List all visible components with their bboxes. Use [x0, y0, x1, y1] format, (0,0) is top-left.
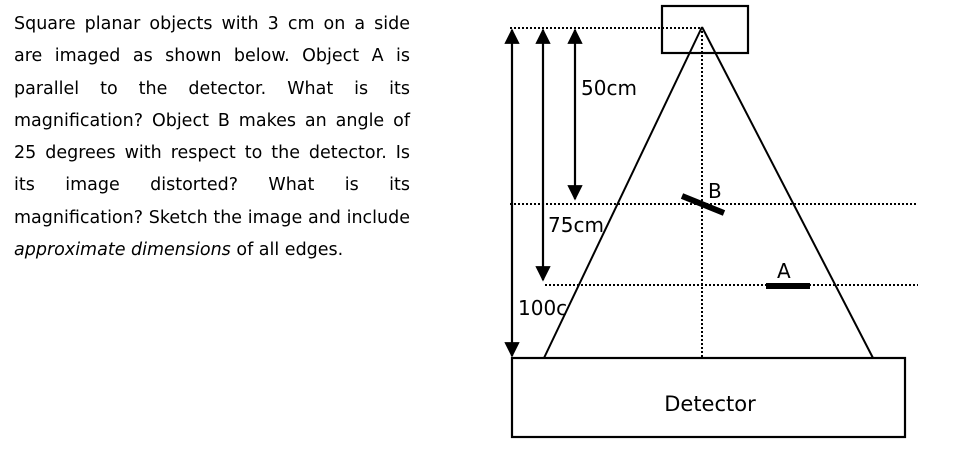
- detector-label: Detector: [664, 392, 756, 416]
- question-emphasis: approximate dimensions: [14, 240, 231, 261]
- x-ray-source: [662, 6, 748, 53]
- beam-edge-right: [702, 27, 873, 358]
- dimension-label-50cm: 50cm: [581, 76, 637, 100]
- question-part1: Square planar objects with 3 cm on a side are imaged as shown below. Object A is parallel to the detector. What is its magnification? Object B makes an angle of 25 degrees with respect to the detector. Is its image distorted? What is its magnification? Sketch the image and include: [14, 14, 410, 228]
- object-a-label: A: [777, 259, 791, 283]
- question-part2: of all edges.: [230, 240, 344, 261]
- dimension-label-75cm: 75cm: [548, 213, 604, 237]
- dimension-label-100cm: 100c: [518, 296, 568, 320]
- object-b-label: B: [708, 179, 722, 203]
